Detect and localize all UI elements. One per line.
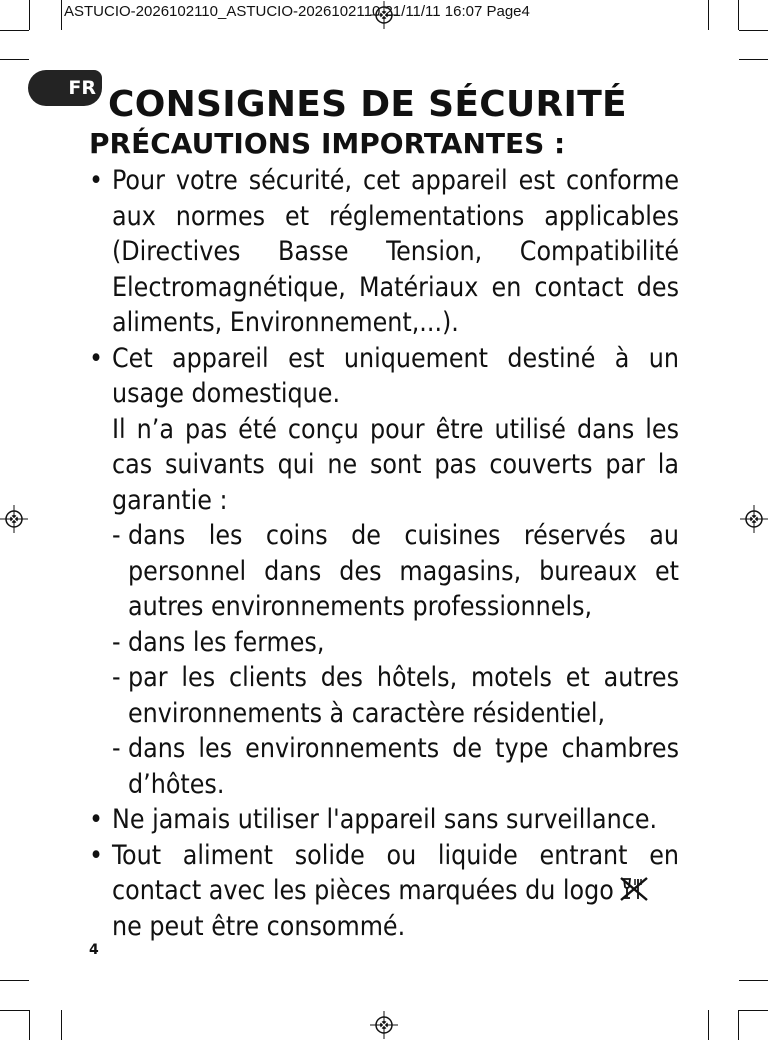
sub-list-item	[89, 518, 679, 625]
bullet-icon: •	[89, 804, 104, 835]
crop-mark	[739, 59, 768, 60]
language-badge: FR	[28, 70, 102, 106]
dash-marker: -	[112, 626, 121, 658]
print-header: ASTUCIO-2026102110_ASTUCIO-2026102110 21/11/11 16:07 Page4	[64, 3, 530, 20]
dash-marker: -	[112, 733, 121, 764]
crop-mark	[0, 980, 29, 981]
list-item-text: Pour votre sécurité, cet appareil est conforme aux normes et réglementations applicables (Directives Basse Tension, Compatibilité Electromagnétique, Matériaux en contact des aliments, Environnement,...).	[112, 165, 679, 338]
registration-mark-icon	[0, 505, 28, 533]
sub-list-item-text: dans les coins de cuisines réservés au personnel dans des magasins, bureaux et autres environnements professionnels,	[128, 520, 679, 622]
list-item	[89, 838, 679, 945]
list-item-text: Tout aliment solide ou liquide entrant en contact avec les pièces marquées du logo	[112, 839, 679, 906]
registration-mark-icon	[370, 1011, 398, 1039]
crossed-glass-fork-icon	[620, 877, 648, 901]
list-item	[89, 341, 679, 412]
list-item-text: Ne jamais utiliser l'appareil sans surveillance.	[112, 804, 658, 835]
crop-mark	[738, 1010, 739, 1040]
bullet-icon: •	[89, 342, 104, 374]
crop-mark	[739, 1010, 768, 1011]
sub-list-item	[89, 625, 679, 661]
crop-mark	[0, 1010, 29, 1011]
dash-marker: -	[112, 520, 121, 551]
page-number: 4	[89, 942, 99, 958]
crop-mark	[738, 0, 739, 30]
sub-list-item-text: dans les fermes,	[128, 626, 325, 658]
crop-mark	[0, 59, 29, 60]
list-item	[89, 802, 679, 838]
crop-mark	[708, 1010, 709, 1040]
crop-mark	[29, 0, 30, 30]
list-item	[89, 163, 679, 341]
sub-list-item-text: dans les environnements de type chambres d’hôtes.	[128, 733, 679, 800]
paragraph: Il n’a pas été conçu pour être utilisé dans les cas suivants qui ne sont pas couverts par la garantie :	[112, 413, 679, 516]
section-subtitle: PRÉCAUTIONS IMPORTANTES :	[89, 127, 566, 160]
list-item-text: ne peut être consommé.	[112, 910, 406, 942]
sub-list-item	[89, 660, 679, 731]
safety-instructions	[89, 163, 679, 944]
bullet-icon: •	[89, 165, 104, 196]
page-title: CONSIGNES DE SÉCURITÉ	[108, 84, 627, 125]
crop-mark	[0, 30, 29, 31]
crop-mark	[29, 1010, 30, 1040]
crop-mark	[61, 0, 62, 30]
crop-mark	[739, 980, 768, 981]
bullet-icon: •	[89, 839, 104, 871]
sub-list-item	[89, 731, 679, 802]
crop-mark	[739, 30, 768, 31]
registration-mark-icon	[740, 505, 768, 533]
crop-mark	[61, 1010, 62, 1040]
sub-list-item-text: par les clients des hôtels, motels et autres environnements à caractère résidentiel,	[128, 662, 679, 729]
crop-mark	[708, 0, 709, 30]
list-item-text: Cet appareil est uniquement destiné à un usage domestique.	[112, 342, 679, 409]
dash-marker: -	[112, 662, 121, 693]
